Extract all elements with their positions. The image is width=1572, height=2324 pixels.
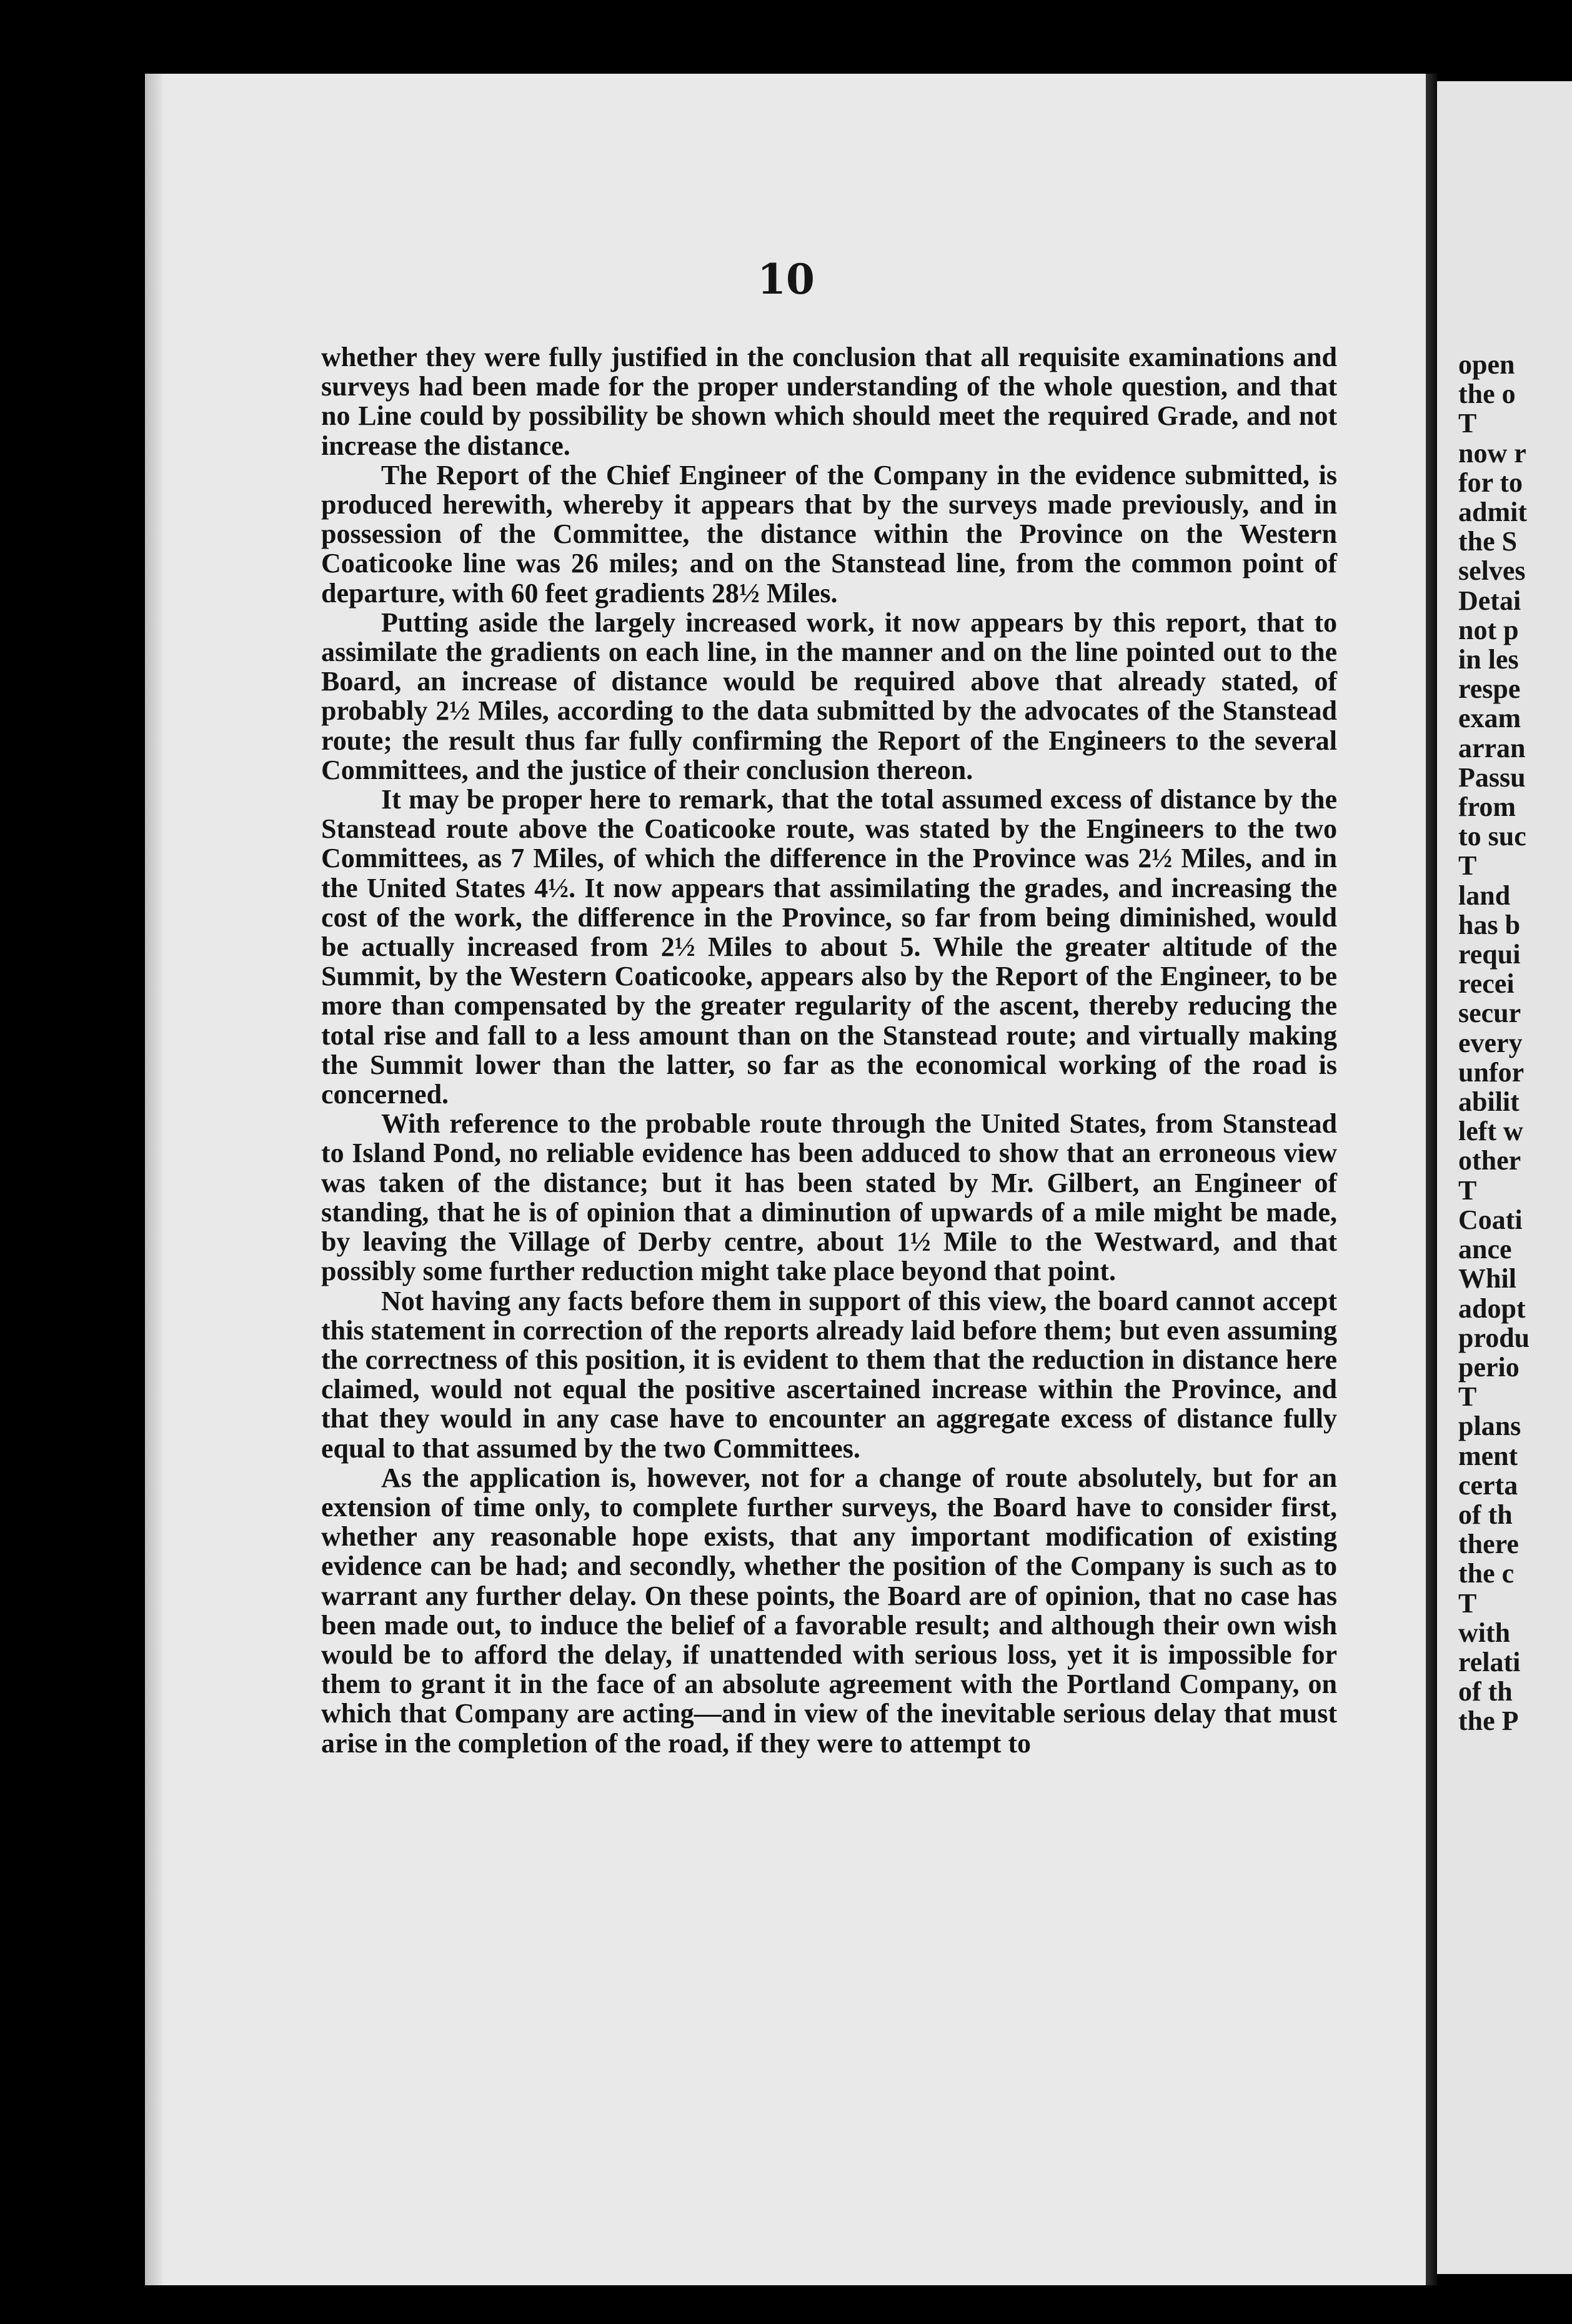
adjacent-page-line: ment bbox=[1458, 1440, 1518, 1471]
book-gutter bbox=[1426, 74, 1437, 2285]
adjacent-page-line: requi bbox=[1458, 939, 1521, 970]
paragraph-2: The Report of the Chief Engineer of the Company in the evidence submitted, is produced herewith, whereby it appears that by the surveys made previously, and in possession of the Committee, the distance within the Province on the Western Coaticooke line was 26 miles; and on the Stanstead line, from the common point of departure, with 60 feet gradients 28½ Miles. bbox=[321, 459, 1337, 608]
adjacent-page-line: Coati bbox=[1458, 1204, 1523, 1235]
adjacent-page-line: certa bbox=[1458, 1469, 1518, 1501]
adjacent-page-line: unfor bbox=[1458, 1056, 1525, 1088]
adjacent-page-line: of th bbox=[1458, 1499, 1513, 1530]
adjacent-page-line: left w bbox=[1458, 1116, 1523, 1147]
page-left-edge bbox=[145, 74, 162, 2285]
adjacent-page-line: Whil bbox=[1458, 1263, 1516, 1294]
adjacent-page-line: Passu bbox=[1458, 762, 1526, 793]
adjacent-page-line: T bbox=[1458, 1587, 1477, 1619]
adjacent-page-line: the o bbox=[1458, 379, 1516, 410]
body-text bbox=[321, 342, 1337, 1758]
adjacent-page-line: adopt bbox=[1458, 1293, 1526, 1324]
adjacent-page-line: not p bbox=[1458, 614, 1519, 645]
adjacent-page-line: produ bbox=[1458, 1322, 1530, 1353]
adjacent-page-line: T bbox=[1458, 1174, 1477, 1206]
adjacent-page bbox=[1437, 81, 1572, 2274]
paragraph-1: whether they were fully justified in the conclusion that all requisite examinations and surveys had been made for the proper understanding of the whole question, and that no Line could by possibility be shown which should meet the required Grade, and not increase the distance. bbox=[321, 342, 1337, 461]
adjacent-page-line: abilit bbox=[1458, 1086, 1520, 1118]
adjacent-page-line: secur bbox=[1458, 998, 1521, 1029]
adjacent-page-line: exam bbox=[1458, 703, 1521, 734]
adjacent-page-line: from bbox=[1458, 792, 1516, 823]
adjacent-page-line: every bbox=[1458, 1027, 1523, 1058]
adjacent-page-line: there bbox=[1458, 1529, 1519, 1560]
adjacent-page-line: arran bbox=[1458, 732, 1526, 763]
adjacent-page-line: the S bbox=[1458, 526, 1518, 557]
adjacent-page-line: the P bbox=[1458, 1706, 1519, 1737]
adjacent-page-line: T bbox=[1458, 1381, 1477, 1413]
adjacent-page-text bbox=[1458, 350, 1530, 1736]
adjacent-page-line: ance bbox=[1458, 1234, 1512, 1265]
adjacent-page-line: with bbox=[1458, 1617, 1511, 1648]
adjacent-page-line: other bbox=[1458, 1145, 1521, 1176]
adjacent-page-line: has b bbox=[1458, 909, 1521, 940]
adjacent-page-line: in les bbox=[1458, 644, 1519, 675]
paragraph-3: Putting aside the largely increased work, it now appears by this report, that to assimilate the gradients on each line, in the manner and on the line pointed out to the Board, an increase of distance would be required above that already stated, of probably 2½ Miles, according to the data submitted by the advocates of the Stanstead route; the result thus far fully confirming the Report of the Engineers to the several Committees, and the justice of their conclusion thereon. bbox=[321, 607, 1337, 785]
adjacent-page-line: recei bbox=[1458, 968, 1515, 1000]
adjacent-page-line: T bbox=[1458, 408, 1477, 439]
adjacent-page-line: respe bbox=[1458, 673, 1521, 705]
paragraph-7: As the application is, however, not for a change of route absolutely, but for an extension of time only, to complete further surveys, the Board have to consider first, whether any reasonable hope exists, that any important modification of existing evidence can be had; and secondly, whether the position of the Company is such as to warrant any further delay. On these points, the Board are of opinion, that no case has been made out, to induce the belief of a favorable result; and although their own wish would be to afford the delay, if unattended with serious loss, yet it is impossible for them to grant it in the face of an absolute agreement with the Portland Company, on which that Company are acting—and in view of the inevitable serious delay that must arise in the completion of the road, if they were to attempt to bbox=[321, 1462, 1337, 1759]
adjacent-page-line: now r bbox=[1458, 437, 1526, 469]
adjacent-page-line: T bbox=[1458, 850, 1477, 881]
paragraph-4: It may be proper here to remark, that the total assumed excess of distance by the Stanstead route above the Coaticooke route, was stated by the Engineers to the two Committees, as 7 Miles, of which the difference in the Province was 2½ Miles, and in the United States 4½. It now appears that assimilating the grades, and increasing the cost of the work, the difference in the Province, so far from being diminished, would be actually increased from 2½ Miles to about 5. While the greater altitude of the Summit, by the Western Coaticooke, appears also by the Report of the Engineer, to be more than compensated by the greater regularity of the ascent, thereby reducing the total rise and fall to a less amount than on the Stanstead route; and virtually making the Summit lower than the latter, so far as the economical working of the road is concerned. bbox=[321, 784, 1337, 1110]
adjacent-page-line: perio bbox=[1458, 1351, 1520, 1383]
adjacent-page-line: plans bbox=[1458, 1411, 1521, 1442]
adjacent-page-line: for to bbox=[1458, 467, 1523, 498]
paragraph-6: Not having any facts before them in support of this view, the board cannot accept this statement in correction of the reports already laid before them; but even assuming the correctness of this position, it is evident to them that the reduction in distance here claimed, would not equal the positive ascertained increase within the Province, and that they would in any case have to encounter an aggregate excess of distance fully equal to that assumed by the two Committees. bbox=[321, 1285, 1337, 1464]
paragraph-5: With reference to the probable route through the United States, from Stanstead to Island Pond, no reliable evidence has been adduced to show that an erroneous view was taken of the distance; but it has been stated by Mr. Gilbert, an Engineer of standing, that he is of opinion that a diminution of upwards of a mile might be made, by leaving the Village of Derby centre, about 1½ Mile to the Westward, and that possibly some further reduction might take place beyond that point. bbox=[321, 1108, 1337, 1287]
adjacent-page-line: Detai bbox=[1458, 585, 1521, 616]
adjacent-page-line: the c bbox=[1458, 1558, 1515, 1589]
adjacent-page-line: open bbox=[1458, 349, 1515, 380]
adjacent-page-line: of th bbox=[1458, 1676, 1513, 1707]
adjacent-page-line: relati bbox=[1458, 1646, 1521, 1677]
adjacent-page-line: selves bbox=[1458, 555, 1526, 587]
adjacent-page-line: to suc bbox=[1458, 821, 1526, 852]
adjacent-page-line: land bbox=[1458, 880, 1511, 911]
adjacent-page-line: admit bbox=[1458, 497, 1527, 528]
page-number: 10 bbox=[757, 255, 815, 304]
